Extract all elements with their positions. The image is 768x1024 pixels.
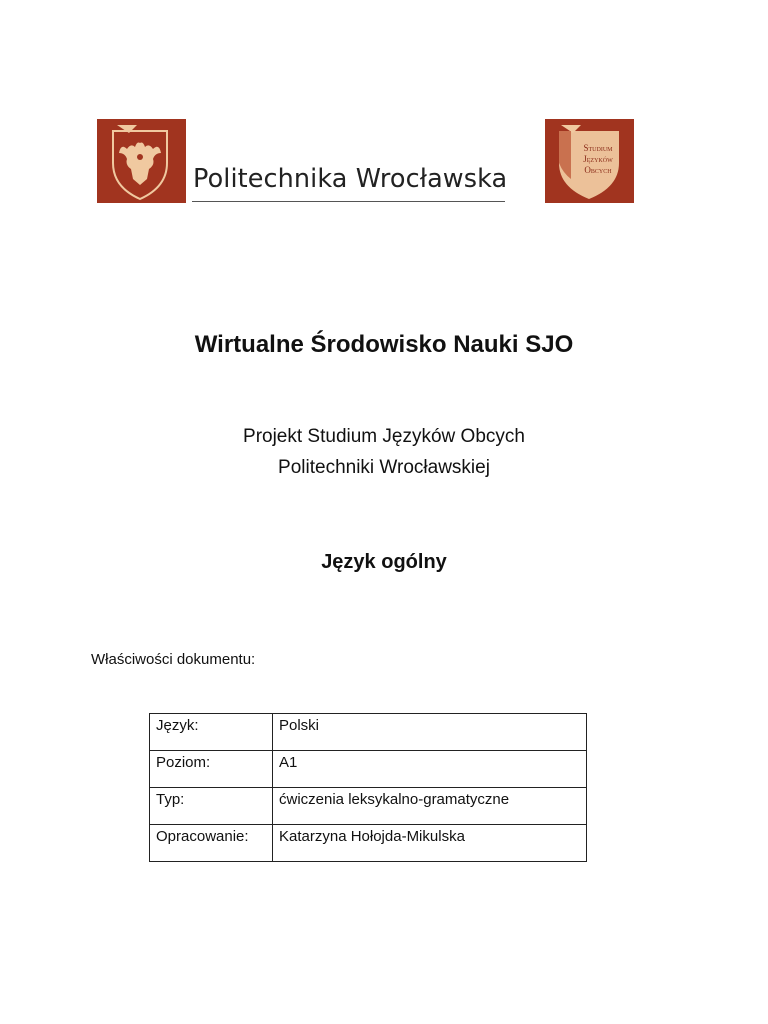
university-logo xyxy=(97,119,186,203)
sjo-logo xyxy=(545,119,634,203)
sjo-line-2: Języków xyxy=(583,154,613,164)
eagle-shield-icon xyxy=(97,119,186,203)
properties-label: Właściwości dokumentu: xyxy=(91,651,256,668)
sjo-logo-text xyxy=(568,143,628,176)
properties-table xyxy=(149,713,587,862)
property-key: Poziom: xyxy=(150,751,273,788)
table-row xyxy=(150,751,587,788)
table-row xyxy=(150,825,587,862)
document-title: Wirtualne Środowisko Nauki SJO xyxy=(194,331,574,358)
sjo-line-3: Obcych xyxy=(584,165,612,175)
university-name: Politechnika Wrocławska xyxy=(193,164,508,194)
table-row xyxy=(150,788,587,825)
property-key: Opracowanie: xyxy=(150,825,273,862)
sjo-line-1: Studium xyxy=(583,143,613,153)
property-value: Katarzyna Hołojda-Mikulska xyxy=(273,825,587,862)
subtitle-line-2: Politechniki Wrocławskiej xyxy=(278,457,490,478)
table-row xyxy=(150,714,587,751)
property-key: Język: xyxy=(150,714,273,751)
subtitle-line-1: Projekt Studium Języków Obcych xyxy=(243,426,525,447)
property-value: A1 xyxy=(273,751,587,788)
property-value: Polski xyxy=(273,714,587,751)
property-key: Typ: xyxy=(150,788,273,825)
property-value: ćwiczenia leksykalno-gramatyczne xyxy=(273,788,587,825)
header-underline xyxy=(192,201,505,202)
language-title: Język ogólny xyxy=(321,551,447,573)
